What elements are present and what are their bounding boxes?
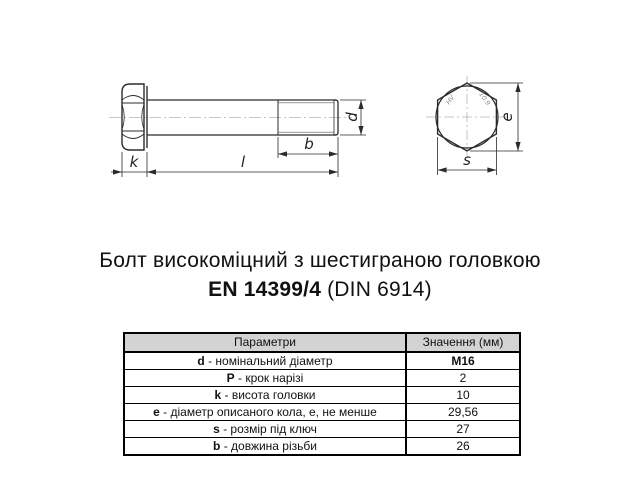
value-cell: 10: [406, 387, 520, 404]
dimension-k-l: [111, 152, 338, 177]
table-row-d: [124, 352, 520, 370]
spec-table-header-row: [124, 333, 520, 352]
bolt-head-side: [122, 84, 147, 150]
label-k: k: [129, 153, 139, 171]
table-row-s: [124, 421, 520, 438]
table-row-k: [124, 387, 520, 404]
label-e: e: [498, 112, 516, 122]
product-title: [0, 246, 640, 304]
param-cell: k - висота головки: [124, 387, 406, 404]
table-row-p: [124, 370, 520, 387]
title-standard-en: EN 14399/4: [208, 278, 322, 301]
label-s: s: [463, 151, 471, 169]
table-row-e: [124, 404, 520, 421]
param-cell: e - діаметр описаного кола, е, не менше: [124, 404, 406, 421]
title-standard-din: (DIN 6914): [321, 278, 432, 301]
param-cell: s - розмір під ключ: [124, 421, 406, 438]
param-cell: b - довжина різьби: [124, 438, 406, 456]
value-cell: M16: [406, 352, 520, 370]
title-line1: Болт високоміцний з шестиграною головкою: [99, 249, 541, 272]
head-marking-class: 10.9: [477, 90, 493, 108]
value-cell: 27: [406, 421, 520, 438]
value-cell: 2: [406, 370, 520, 387]
param-cell: P - крок нарізі: [124, 370, 406, 387]
bolt-side-view: [109, 84, 366, 177]
param-cell: d - номінальний діаметр: [124, 352, 406, 370]
col-header-values: Значення (мм): [406, 333, 520, 352]
table-row-b: [124, 438, 520, 456]
label-l: l: [240, 153, 246, 171]
bolt-technical-drawing: [0, 0, 640, 232]
label-b: b: [304, 135, 314, 153]
col-header-parameters: Параметри: [124, 333, 406, 352]
spec-table: [123, 332, 521, 456]
value-cell: 26: [406, 438, 520, 456]
bolt-head-front-view: [426, 76, 523, 175]
value-cell: 29,56: [406, 404, 520, 421]
title-line2: [0, 275, 640, 304]
head-marking-hv: HV: [444, 93, 457, 106]
label-d: d: [343, 112, 361, 122]
